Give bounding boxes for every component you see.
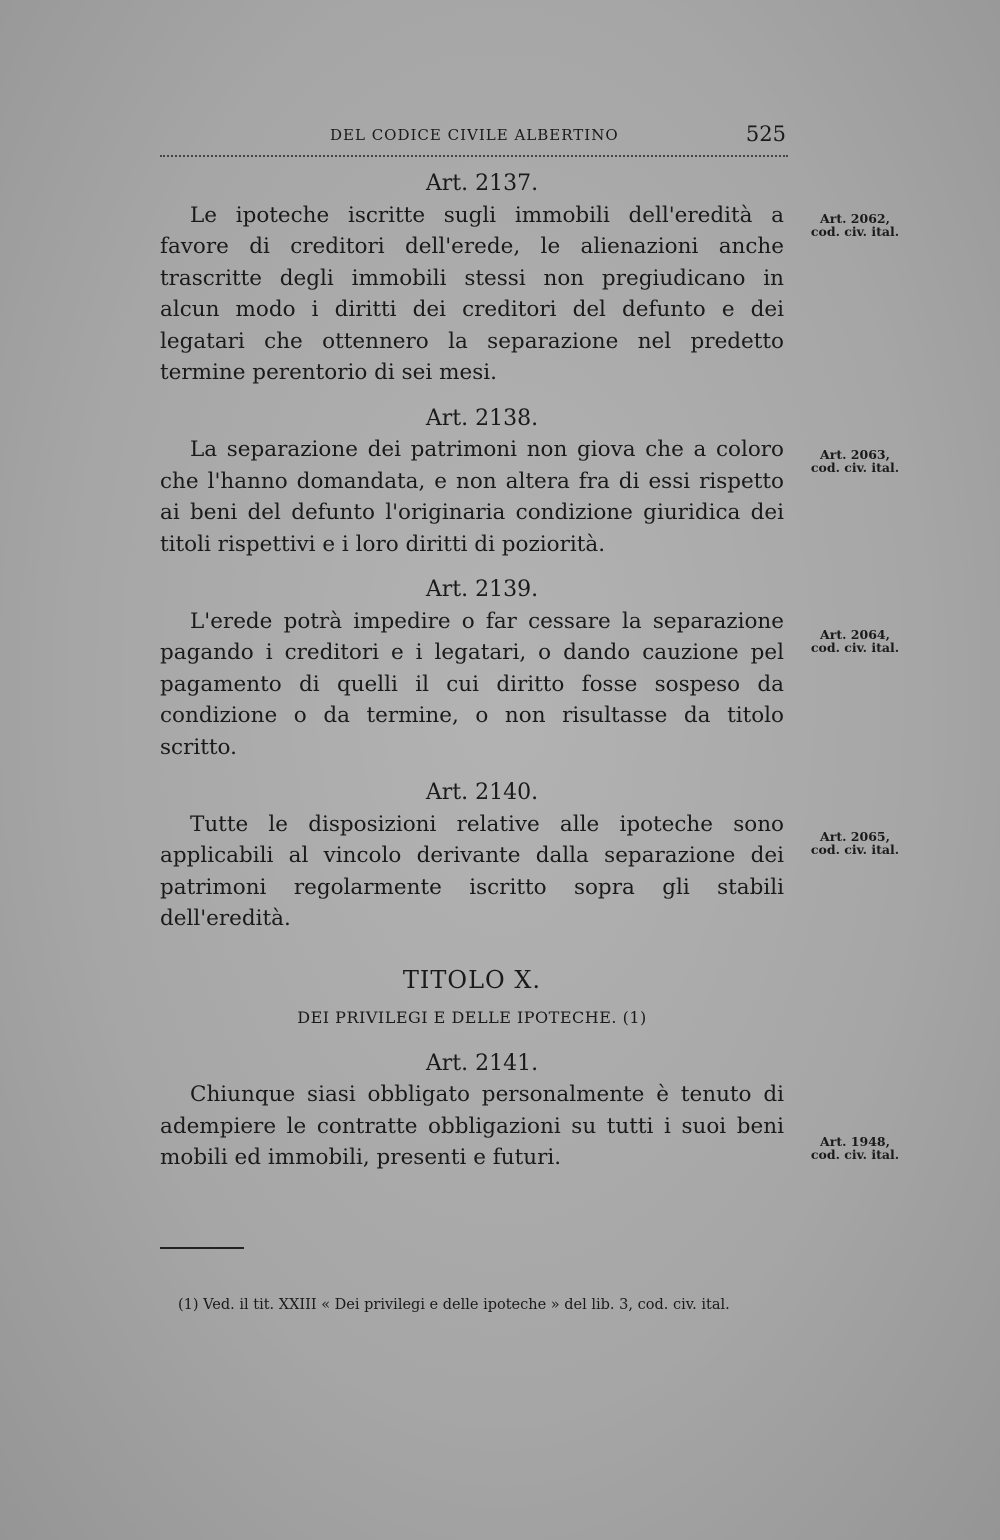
margin-note-line: Art. 2063, — [820, 447, 890, 462]
article-title: Art. 2141. — [425, 1050, 539, 1076]
running-title: DEL CODICE CIVILE ALBERTINO — [330, 126, 619, 144]
article-text: Chiunque siasi obbligato personalmente è tenuto di adempiere le contratte obbligazioni su tutti i suoi beni mobili ed immobili, presenti e futuri. — [160, 1082, 784, 1170]
margin-note-line: cod. civ. ital. — [810, 640, 900, 655]
article-2139 — [160, 574, 784, 763]
margin-note-line: Art. 1948, — [820, 1134, 890, 1149]
article-title: Art. 2140. — [425, 780, 539, 805]
article-text: Tutte le disposizioni relative alle ipoteche sono applicabili al vincolo derivante dalla separazione dei patrimoni regolarmente iscritto sopra gli stabili dell'eredità. — [160, 811, 784, 931]
article-title: Art. 2138. — [425, 405, 539, 431]
margin-note-2137 — [800, 212, 910, 238]
page-header — [160, 122, 788, 152]
margin-note-line: cod. civ. ital. — [810, 224, 900, 239]
article-2138 — [160, 403, 784, 561]
header-rule — [160, 155, 788, 157]
article-text: L'erede potrà impedire o far cessare la separazione pagando i creditori e i legatari, o dando cauzione pel pagamento di quelli il cui diritto fosse sospeso da condizione o da termine, o non risultasse da titolo scritto. — [160, 608, 784, 760]
article-2141 — [160, 1048, 784, 1174]
margin-note-line: Art. 2062, — [820, 211, 890, 226]
article-text: Le ipoteche iscritte sugli immobili dell'eredità a favore di creditori dell'erede, le alienazioni anche trascritte degli immobili stessi non pregiudicano in alcun modo i diritti dei creditori del defunto e dei legatari che ottennero la separazione nel predetto termine perentorio di sei mesi. — [160, 202, 784, 385]
margin-note-line: cod. civ. ital. — [810, 1147, 900, 1162]
article-2137 — [160, 168, 784, 389]
footnote-rule — [160, 1247, 244, 1249]
body-text — [160, 168, 784, 1174]
margin-note-2141 — [800, 1135, 910, 1161]
margin-note-2139 — [800, 628, 910, 654]
page-number: 525 — [745, 122, 786, 146]
article-title: Art. 2137. — [425, 171, 539, 196]
margin-note-2138 — [800, 448, 910, 474]
titolo-subheading: DEI PRIVILEGI E DELLE IPOTECHE. (1) — [297, 1008, 647, 1027]
article-2140 — [160, 777, 784, 935]
titolo-heading: TITOLO X. — [402, 965, 542, 994]
footnote: (1) Ved. il tit. XXIII « Dei privilegi e delle ipoteche » del lib. 3, cod. civ. ital. — [178, 1296, 730, 1313]
margin-note-line: cod. civ. ital. — [810, 842, 900, 857]
article-text: La separazione dei patrimoni non giova che a coloro che l'hanno domandata, e non altera fra di essi rispetto ai beni del defunto l'originaria condizione giuridica dei titoli rispettivi e i loro diritti di poziorità. — [160, 437, 784, 557]
margin-note-2140 — [800, 830, 910, 856]
article-title: Art. 2139. — [425, 577, 539, 602]
margin-note-line: Art. 2065, — [820, 829, 890, 844]
margin-note-line: Art. 2064, — [820, 627, 890, 642]
margin-note-line: cod. civ. ital. — [810, 460, 900, 475]
